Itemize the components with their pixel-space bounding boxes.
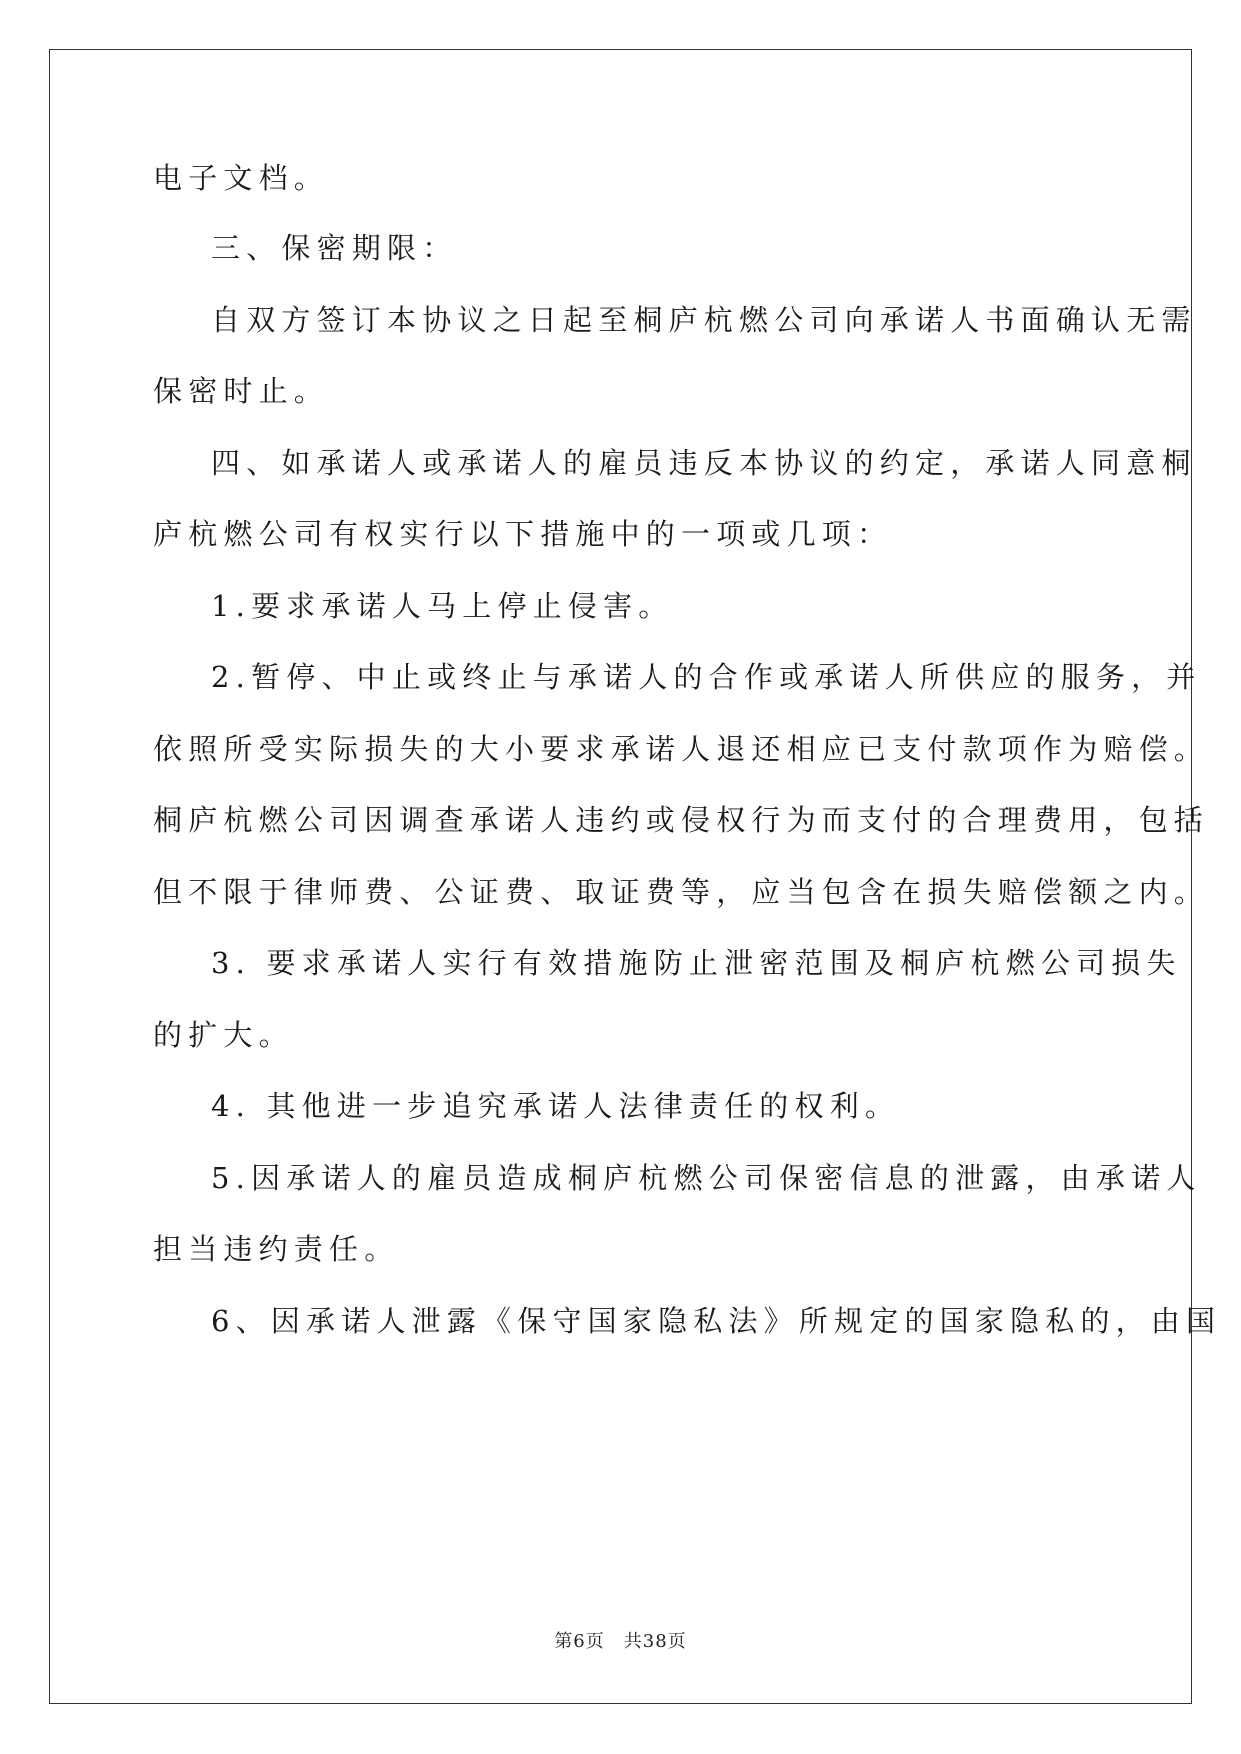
text-line: 庐杭燃公司有权实行以下措施中的一项或几项： bbox=[153, 517, 893, 551]
text-line: 依照所受实际损失的大小要求承诺人退还相应已支付款项作为赔偿。 bbox=[153, 732, 1210, 766]
text-line: 2.暂停、中止或终止与承诺人的合作或承诺人所供应的服务，并 bbox=[211, 660, 1202, 694]
text-line: 但不限于律师费、公证费、取证费等，应当包含在损失赔偿额之内。 bbox=[153, 875, 1210, 909]
text-line: 三、保密期限： bbox=[211, 231, 458, 265]
text-line: 担当违约责任。 bbox=[153, 1232, 400, 1266]
text-line: 电子文档。 bbox=[153, 161, 330, 195]
page-number-footer: 第6页 共38页 bbox=[554, 1631, 687, 1652]
text-line: 6、因承诺人泄露《保守国家隐私法》所规定的国家隐私的，由国 bbox=[211, 1304, 1222, 1338]
text-line: 四、如承诺人或承诺人的雇员违反本协议的约定，承诺人同意桐 bbox=[211, 446, 1197, 480]
text-line: 5.因承诺人的雇员造成桐庐杭燃公司保密信息的泄露，由承诺人 bbox=[211, 1161, 1202, 1195]
text-line: 保密时止。 bbox=[153, 374, 330, 408]
text-line: 1.要求承诺人马上停止侵害。 bbox=[211, 589, 674, 623]
text-line: 桐庐杭燃公司因调查承诺人违约或侵权行为而支付的合理费用，包括 bbox=[153, 803, 1210, 837]
text-line: 的扩大。 bbox=[153, 1018, 294, 1052]
text-line: 4. 其他进一步追究承诺人法律责任的权利。 bbox=[211, 1089, 901, 1123]
text-line: 自双方签订本协议之日起至桐庐杭燃公司向承诺人书面确认无需 bbox=[211, 303, 1197, 337]
text-line: 3. 要求承诺人实行有效措施防止泄密范围及桐庐杭燃公司损失 bbox=[211, 946, 1182, 980]
